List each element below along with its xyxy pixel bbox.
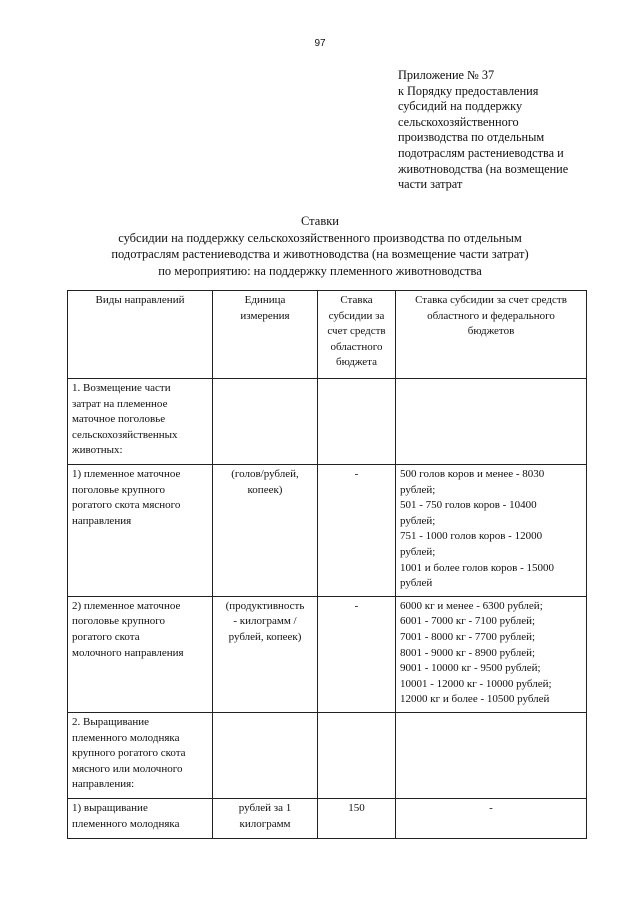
rates-table <box>67 290 587 839</box>
header-direction: Виды направлений <box>68 291 213 379</box>
cell-unit: рублей за 1 килограмм <box>213 798 318 838</box>
appendix-line: Приложение № 37 <box>398 68 495 82</box>
appendix-block <box>398 68 598 193</box>
cell-direction: 1. Возмещение части затрат на племенное маточное поголовье сельскохозяйственных животных: <box>68 379 213 465</box>
document-title <box>0 213 640 279</box>
table-row <box>68 465 587 597</box>
cell-regional-rate <box>318 379 396 465</box>
title-line: субсидии на поддержку сельскохозяйственного производства по отдельным <box>118 230 522 245</box>
cell-unit <box>213 379 318 465</box>
table-row <box>68 712 587 798</box>
cell-regional-rate: 150 <box>318 798 396 838</box>
cell-direction: 1) племенное маточное поголовье крупного рогатого скота мясного направления <box>68 465 213 597</box>
appendix-line: животноводства (на возмещение <box>398 161 569 176</box>
cell-unit: (продуктивность - килограмм / рублей, копеек) <box>213 596 318 712</box>
header-combined-rate: Ставка субсидии за счет средств областного и федерального бюджетов <box>396 291 587 379</box>
cell-unit: (голов/рублей, копеек) <box>213 465 318 597</box>
table-row <box>68 596 587 712</box>
appendix-line: подотраслям растениеводства и <box>398 145 564 160</box>
cell-regional-rate: - <box>318 596 396 712</box>
cell-direction: 1) выращивание племенного молодняка <box>68 798 213 838</box>
title-line: подотраслям растениеводства и животноводства (на возмещение части затрат) <box>111 247 529 261</box>
cell-combined-rate: - <box>396 798 587 838</box>
cell-combined-rate <box>396 379 587 465</box>
appendix-line: к Порядку предоставления <box>398 83 539 98</box>
cell-combined-rate <box>396 712 587 798</box>
title-heading: Ставки <box>300 214 339 228</box>
cell-regional-rate: - <box>318 465 396 597</box>
appendix-line: субсидий на поддержку <box>398 99 523 114</box>
header-unit: Единица измерения <box>213 291 318 379</box>
cell-direction: 2. Выращивание племенного молодняка крупного рогатого скота мясного или молочного направления: <box>68 712 213 798</box>
cell-regional-rate <box>318 712 396 798</box>
appendix-line: части затрат <box>398 177 463 192</box>
table-row <box>68 379 587 465</box>
cell-combined-rate: 6000 кг и менее - 6300 рублей; 6001 - 7000 кг - 7100 рублей; 7001 - 8000 кг - 7700 рублей; 8001 - 9000 кг - 8900 рублей; 9001 - 10000 кг - 9500 рублей; 10001 - 12000 кг - 10000 рублей; 12000 кг и более - 10500 рублей <box>396 596 587 712</box>
page-number: 97 <box>314 38 326 49</box>
cell-unit <box>213 712 318 798</box>
table-header-row <box>68 291 587 379</box>
table-row <box>68 798 587 838</box>
cell-combined-rate: 500 голов коров и менее - 8030 рублей; 501 - 750 голов коров - 10400 рублей; 751 - 1000 голов коров - 12000 рублей; 1001 и более голов коров - 15000 рублей <box>396 465 587 597</box>
cell-direction: 2) племенное маточное поголовье крупного рогатого скота молочного направления <box>68 596 213 712</box>
appendix-line: производства по отдельным <box>398 130 545 145</box>
appendix-line: сельскохозяйственного <box>398 114 519 129</box>
header-regional-rate: Ставка субсидии за счет средств областного бюджета <box>318 291 396 379</box>
title-line: по мероприятию: на поддержку племенного животноводства <box>158 263 482 278</box>
